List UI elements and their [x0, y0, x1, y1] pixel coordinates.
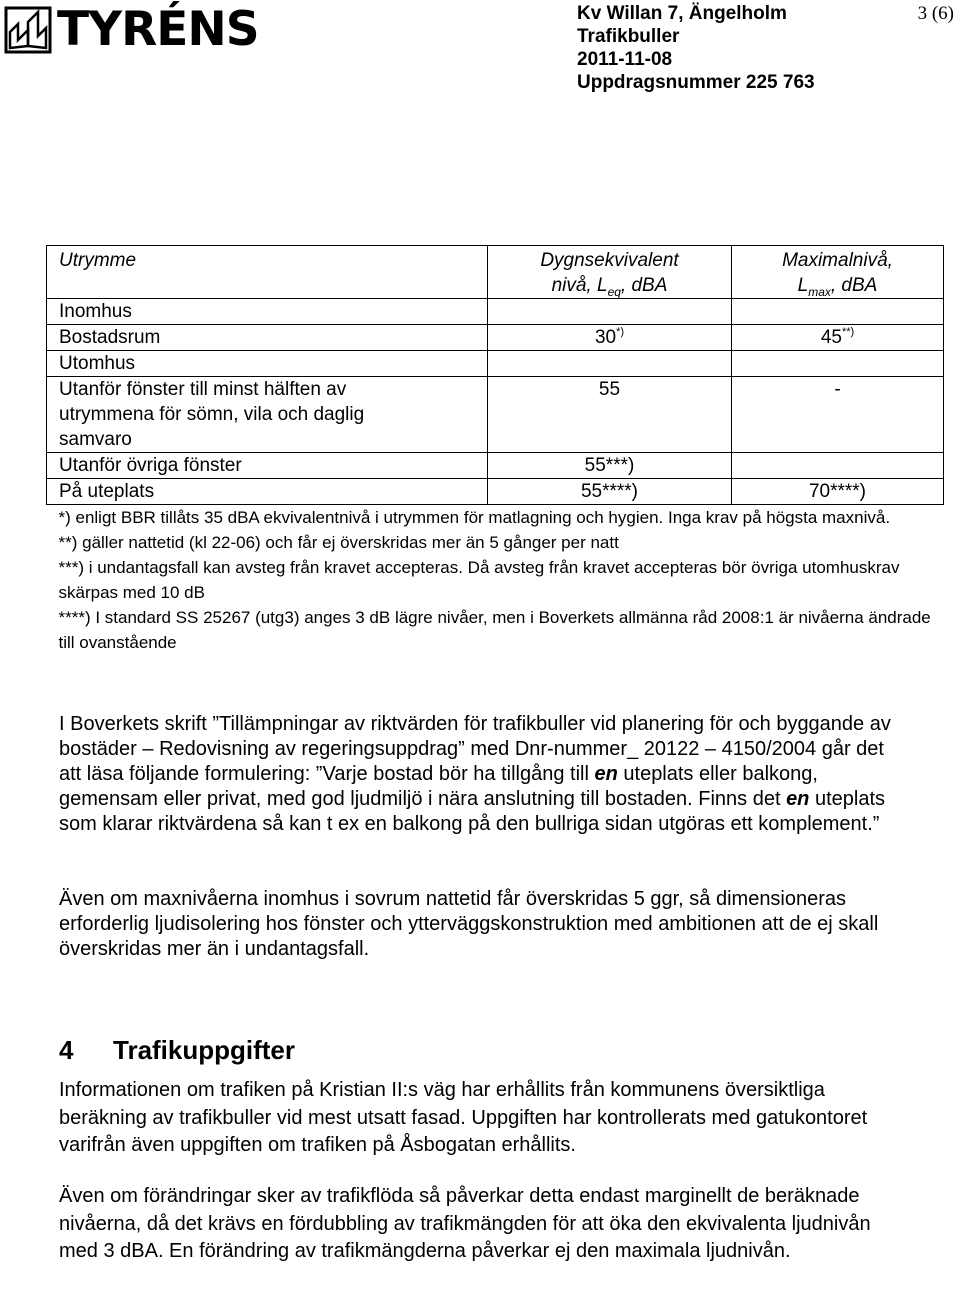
row-max: 70****)	[732, 479, 944, 505]
row-label: Utomhus	[47, 351, 488, 377]
row-label: Bostadsrum	[47, 325, 488, 351]
footnote: *) enligt BBR tillåts 35 dBA ekvivalentnivå i utrymmen för matlagning och hygien. Inga krav på högsta maxnivå.	[58, 508, 891, 527]
row-eq	[488, 299, 732, 325]
table-row	[47, 377, 944, 453]
footnote: ****) I standard SS 25267 (utg3) anges 3 dB lägre nivåer, men i Boverkets allmänna råd 2008:1 är nivåerna ändrade till ovanstående	[58, 608, 931, 652]
row-label: På uteplats	[47, 479, 488, 505]
logo-wordmark: TYRÉNS	[57, 2, 259, 57]
table-header-row	[47, 246, 944, 299]
logo-mark-icon	[4, 6, 52, 54]
row-eq: 55****)	[488, 479, 732, 505]
row-max: -	[732, 377, 944, 453]
section-heading: 4 Trafikuppgifter	[59, 1035, 296, 1065]
page-number: 3 (6)	[917, 3, 954, 24]
noise-level-table	[46, 245, 944, 655]
footnote: **) gäller nattetid (kl 22-06) och får ej överskridas mer än 5 gånger per natt	[58, 533, 619, 552]
table-row	[47, 351, 944, 377]
row-eq: 30*)	[488, 325, 732, 351]
order-number: Uppdragsnummer 225 763	[577, 72, 815, 93]
table-row	[47, 453, 944, 479]
footnote: ***) i undantagsfall kan avsteg från kravet accepteras. Då avsteg från kravet accepteras bör övriga utomhuskrav skärpas med 10 dB	[58, 558, 900, 602]
row-eq	[488, 351, 732, 377]
company-logo	[2, 2, 259, 57]
col-header-equivalent: Dygnsekvivalent nivå, $L_{eq}$, dBA	[488, 246, 732, 299]
row-max	[732, 453, 944, 479]
traffic-change-paragraph: Även om förändringar sker av trafikflöda så påverkar detta endast marginellt de beräknade nivåerna, då det krävs en fördubbling av trafikmängden för att öka den ekvivalenta ljudnivån med 3 dBA. En förändring av trafikmängderna påverkar ej den maximala ljudnivån.	[59, 1185, 871, 1262]
row-label: Utanför övriga fönster	[47, 453, 488, 479]
project-name: Kv Willan 7, Ängelholm	[577, 3, 787, 24]
table-notes-row	[47, 505, 944, 656]
table-row	[47, 325, 944, 351]
col-header-maximum: Maximalnivå, $L_{max}$, dBA	[732, 246, 944, 299]
row-max	[732, 351, 944, 377]
row-label: Utanför fönster till minst hälften av utrymmena för sömn, vila och daglig samvaro	[47, 377, 488, 453]
boverket-quote-paragraph: I Boverkets skrift ”Tillämpningar av riktvärden för trafikbuller vid planering för och byggande av bostäder – Redovisning av regeringsuppdrag” med Dnr-nummer_ 20122 – 4150/2004 går det att läsa följande formulering: ”Varje bostad bör ha tillgång till en uteplats eller balkong, gemensam eller privat, med god ljudmiljö i nära anslutning till bostaden. Finns det en uteplats som klarar riktvärdena så kan t ex en balkong på den bullriga sidan utgöras ett komplement.”	[59, 713, 891, 835]
row-label: Inomhus	[47, 299, 488, 325]
max-level-paragraph: Även om maxnivåerna inomhus i sovrum nattetid får överskridas 5 ggr, så dimensioneras erforderlig ljudisolering hos fönster och ytterväggskonstruktion med ambitionen att de ej skall överskridas mer än i undantagsfall.	[59, 888, 879, 960]
table-row	[47, 479, 944, 505]
row-max	[732, 299, 944, 325]
col-header-space: Utrymme	[47, 246, 488, 299]
table-footnotes	[47, 505, 944, 656]
row-max: 45**)	[732, 325, 944, 351]
document-header	[577, 2, 815, 94]
traffic-info-paragraph: Informationen om trafiken på Kristian II:s väg har erhållits från kommunens översiktliga beräkning av trafikbuller vid mest utsatt fasad. Uppgiften har kontrollerats med gatukontoret varifrån även uppgiften om trafiken på Åsbogatan erhållits.	[59, 1079, 868, 1156]
table-row	[47, 299, 944, 325]
row-eq: 55	[488, 377, 732, 453]
report-subject: Trafikbuller	[577, 26, 680, 47]
row-eq: 55***)	[488, 453, 732, 479]
report-date: 2011-11-08	[577, 49, 673, 70]
